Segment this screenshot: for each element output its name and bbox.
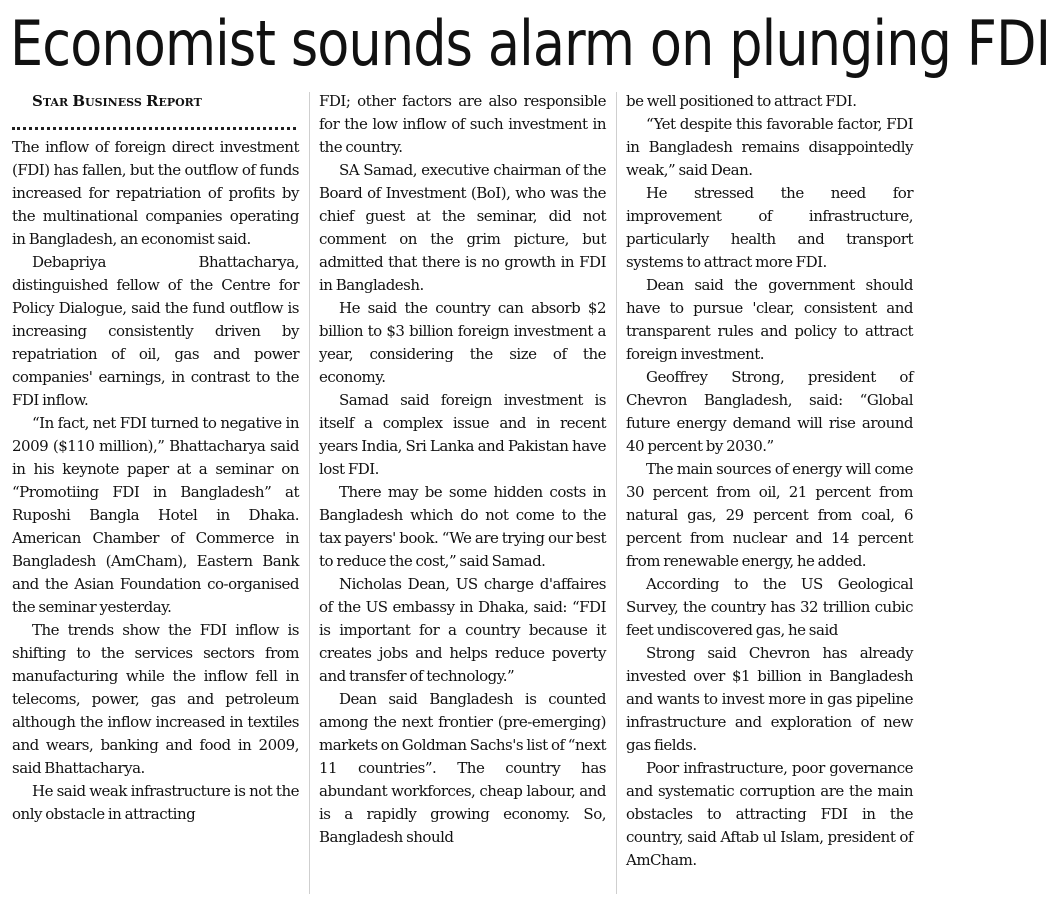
article-paragraph: SA Samad, executive chairman of the Board of Investment (BoI), who was the chief guest at the seminar, did not comment on the grim picture, but admitted that there is no growth in FDI in Bangladesh. <box>319 161 606 294</box>
article-paragraph: The trends show the FDI inflow is shifting to the services sectors from manufacturing while the inflow fell in telecoms, power, gas and petroleum although the inflow increased in textiles and wears, banking and food in 2009, said Bhattacharya. <box>12 621 299 777</box>
article-paragraph: Strong said Chevron has already invested over $1 billion in Bangladesh and wants to invest more in gas pipeline infrastructure and exploration of new gas fields. <box>626 644 913 754</box>
article-paragraph: be well positioned to attract FDI. <box>626 92 857 110</box>
article-paragraph: Debapriya Bhattacharya, distinguished fellow of the Centre for Policy Dialogue, said the fund outflow is increasing consistently driven by repatriation of oil, gas and power companies' earnings, in contrast to the FDI inflow. <box>12 253 299 409</box>
article-paragraph: He said weak infrastructure is not the only obstacle in attracting <box>12 782 299 823</box>
article-paragraph: Poor infrastructure, poor governance and systematic corruption are the main obstacles to attracting FDI in the country, said Aftab ul Islam, president of AmCham. <box>626 759 913 869</box>
article-column-3 <box>626 90 913 872</box>
article-paragraph: According to the US Geological Survey, the country has 32 trillion cubic feet undiscovered gas, he said <box>626 575 913 639</box>
article-paragraph: He stressed the need for improvement of infrastructure, particularly health and transport systems to attract more FDI. <box>626 184 913 271</box>
article-column-2 <box>319 90 606 849</box>
article-column-1 <box>12 90 299 826</box>
article-paragraph: The inflow of foreign direct investment (FDI) has fallen, but the outflow of funds increased for repatriation of profits by the multinational companies operating in Bangladesh, an economist said. <box>12 138 299 248</box>
byline-dotted-rule <box>12 113 296 130</box>
column-rule <box>616 92 617 894</box>
article-paragraph: The main sources of energy will come 30 percent from oil, 21 percent from natural gas, 29 percent from coal, 6 percent from nuclear and 14 percent from renewable energy, he added. <box>626 460 913 570</box>
article-paragraph: There may be some hidden costs in Bangladesh which do not come to the tax payers' book. “We are trying our best to reduce the cost,” said Samad. <box>319 483 606 570</box>
article-paragraph: Geoffrey Strong, president of Chevron Bangladesh, said: “Global future energy demand will rise around 40 percent by 2030.” <box>626 368 913 455</box>
article-paragraph: FDI; other factors are also responsible for the low inflow of such investment in the country. <box>319 92 606 156</box>
headline: Economist sounds alarm on plunging FDI <box>10 7 1050 80</box>
article-paragraph: Dean said the government should have to pursue 'clear, consistent and transparent rules and policy to attract foreign investment. <box>626 276 913 363</box>
byline: Star Business Report <box>32 92 202 110</box>
column-rule <box>309 92 310 894</box>
article-paragraph: “In fact, net FDI turned to negative in 2009 ($110 million),” Bhattacharya said in his keynote paper at a seminar on “Promotiing FDI in Bangladesh” at Ruposhi Bangla Hotel in Dhaka. American Chamber of Commerce in Bangladesh (AmCham), Eastern Bank and the Asian Foundation co-organised the seminar yesterday. <box>12 414 299 616</box>
article-paragraph: Nicholas Dean, US charge d'affaires of the US embassy in Dhaka, said: “FDI is important for a country because it creates jobs and helps reduce poverty and transfer of technology.” <box>319 575 606 685</box>
article-paragraph: Dean said Bangladesh is counted among the next frontier (pre-emerging) markets on Goldman Sachs's list of “next 11 countries”. The country has abundant workforces, cheap labour, and is a rapidly growing economy. So, Bangladesh should <box>319 690 606 846</box>
article-paragraph: He said the country can absorb $2 billion to $3 billion foreign investment a year, considering the size of the economy. <box>319 299 606 386</box>
article-paragraph: “Yet despite this favorable factor, FDI in Bangladesh remains disappointedly weak,” said Dean. <box>626 115 913 179</box>
article-paragraph: Samad said foreign investment is itself a complex issue and in recent years India, Sri Lanka and Pakistan have lost FDI. <box>319 391 606 478</box>
